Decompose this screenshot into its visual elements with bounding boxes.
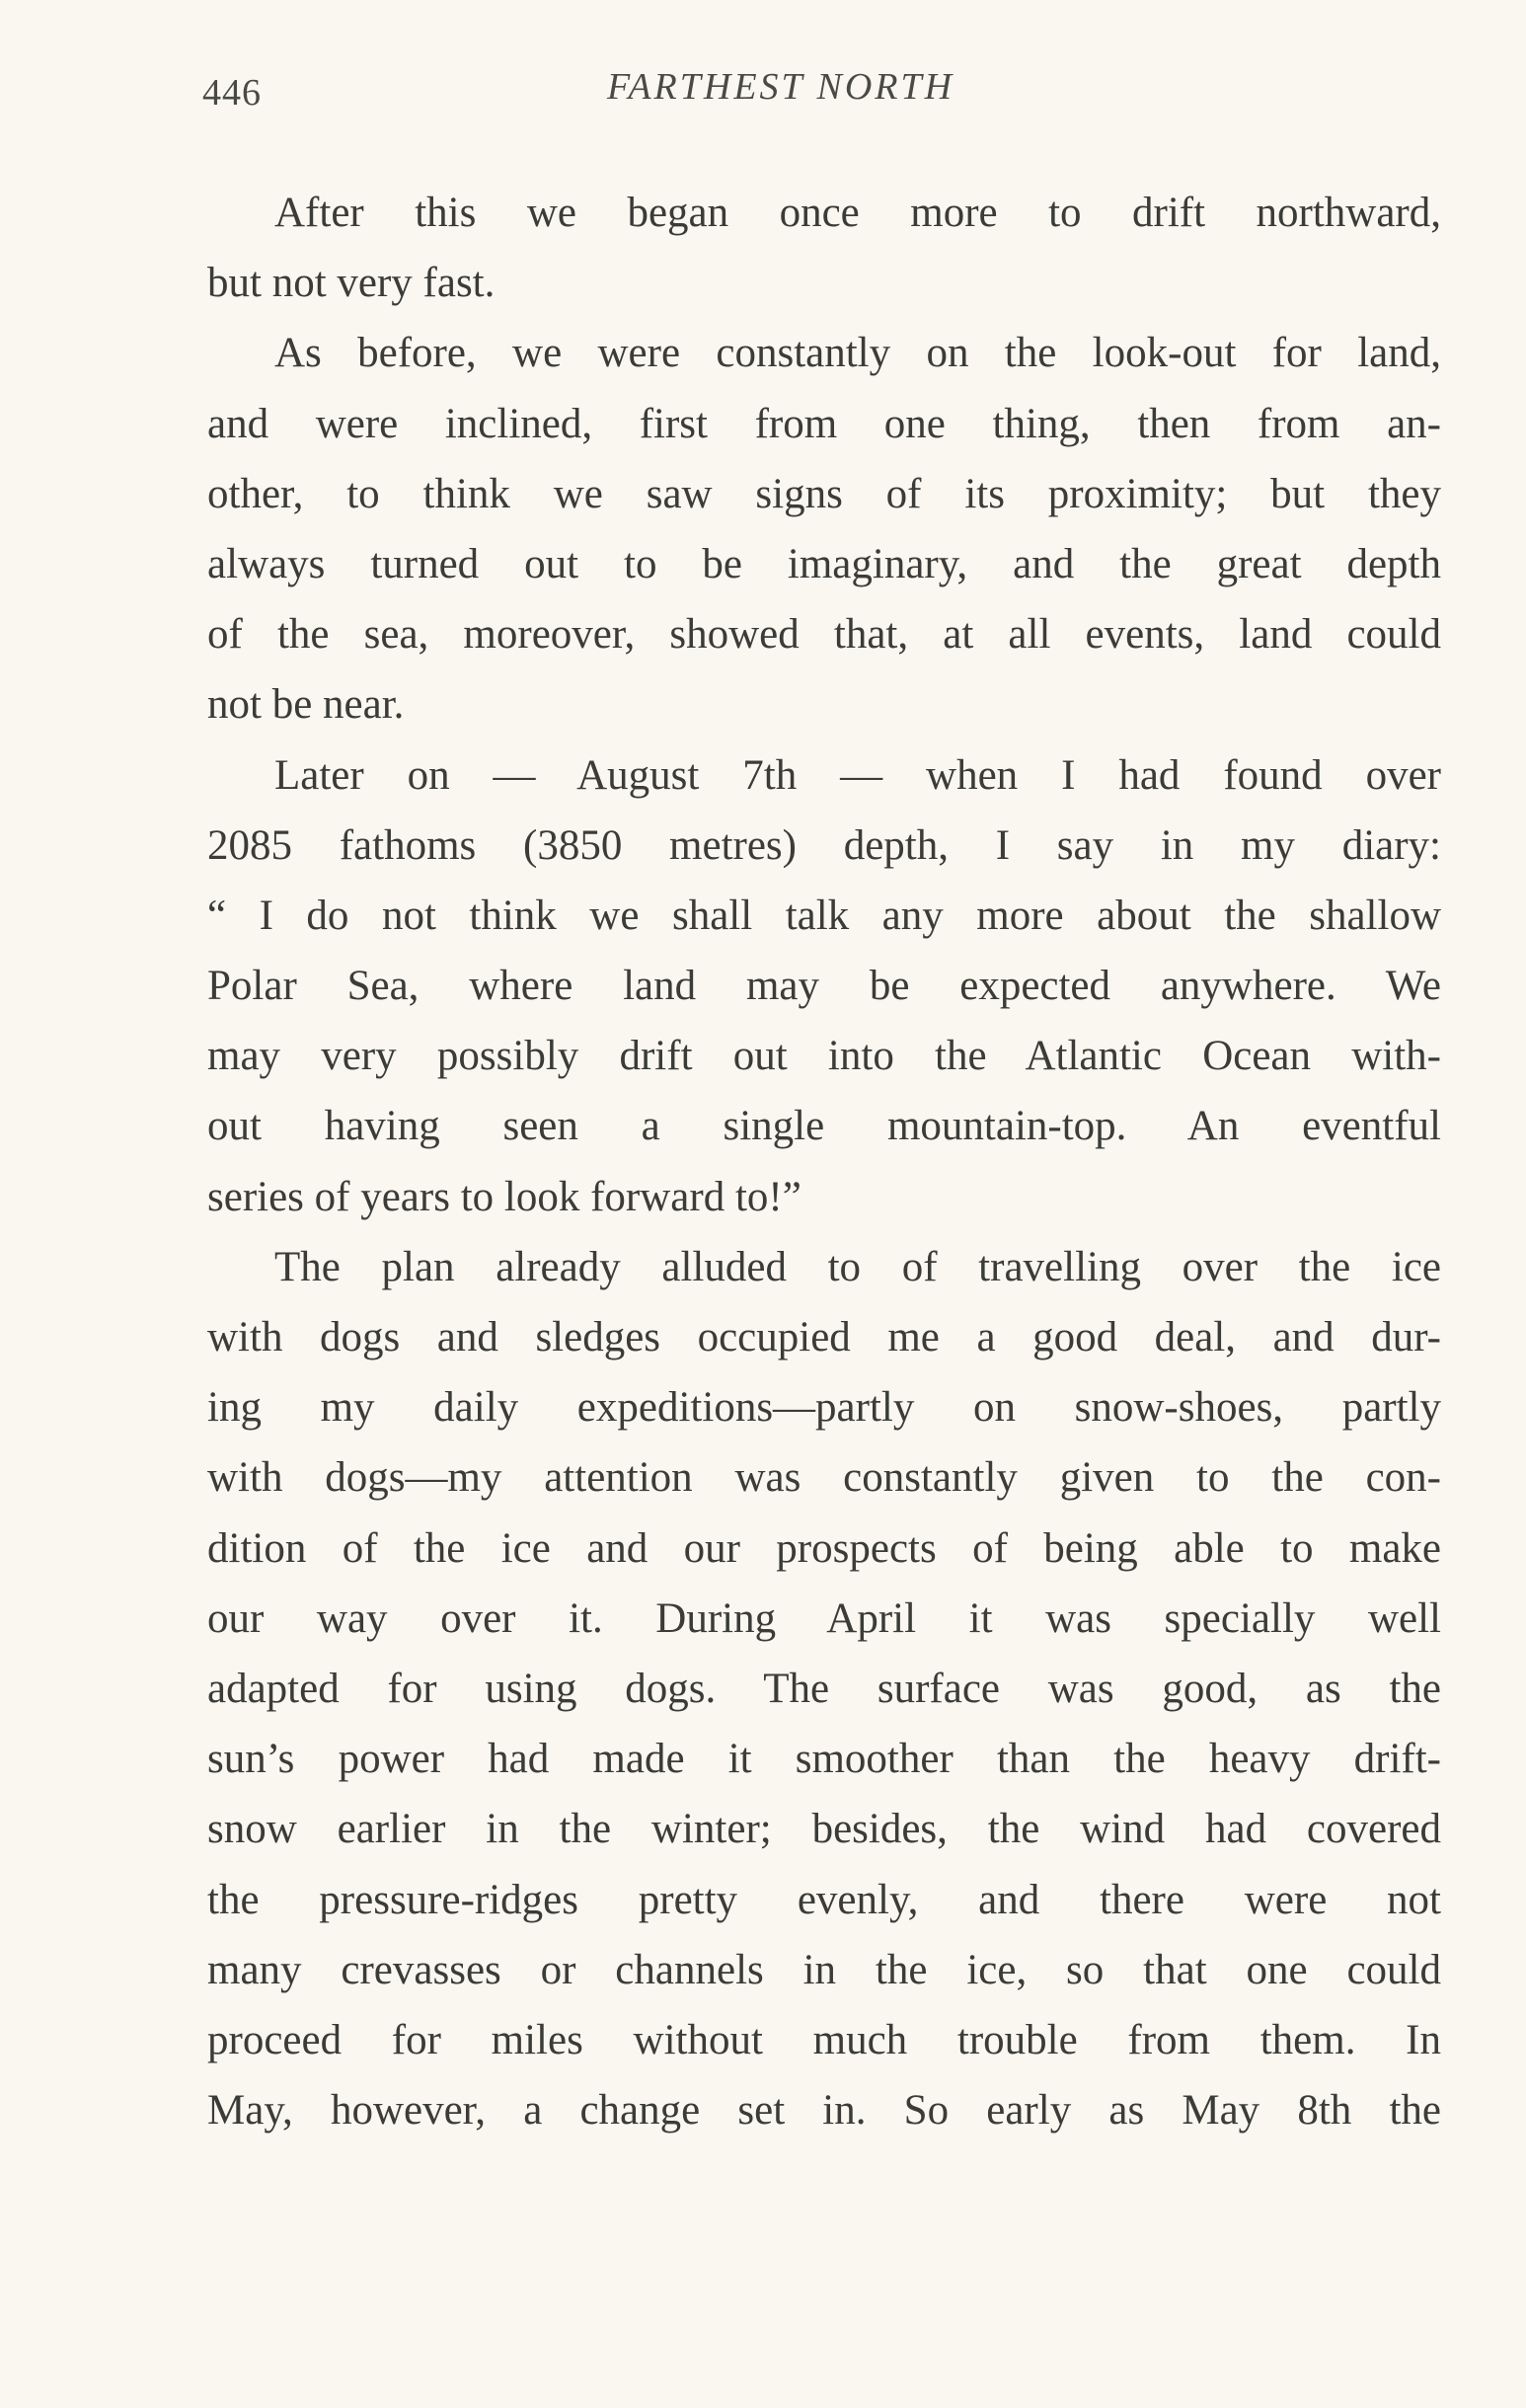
text-line: but not very fast.: [207, 260, 496, 307]
paragraph-1: [207, 178, 1441, 318]
running-title: FARTHEST NORTH: [607, 66, 955, 108]
text-line: The plan already alluded to of travelling over the ice: [274, 1243, 1441, 1290]
body-text: [207, 178, 1441, 2145]
text-line: Later on — August 7th — when I had found over: [274, 751, 1441, 799]
text-line: Polar Sea, where land may be expected anywhere. We: [207, 963, 1441, 1010]
text-line: our way over it. During April it was specially well: [207, 1594, 1441, 1642]
running-head: [202, 61, 1446, 120]
text-line: other, to think we saw signs of its proximity; but they: [207, 470, 1441, 517]
text-line: out having seen a single mountain-top. An eventful: [207, 1103, 1441, 1150]
paragraph-2: [207, 318, 1441, 739]
page-number: 446: [202, 72, 262, 114]
text-line: always turned out to be imaginary, and the great depth: [207, 540, 1441, 587]
text-line: 2085 fathoms (3850 metres) depth, I say in my diary:: [207, 821, 1441, 869]
text-line: with dogs—my attention was constantly given to the con-: [207, 1454, 1441, 1502]
text-line: of the sea, moreover, showed that, at all events, land could: [207, 611, 1441, 659]
text-line: “ I do not think we shall talk any more about the shallow: [207, 892, 1441, 939]
text-line: adapted for using dogs. The surface was good, as the: [207, 1665, 1441, 1712]
text-line: with dogs and sledges occupied me a good deal, and dur-: [207, 1314, 1441, 1360]
text-line: many crevasses or channels in the ice, so that one could: [207, 1946, 1441, 1993]
text-line: and were inclined, first from one thing, then from an-: [207, 400, 1441, 447]
paragraph-3: [207, 740, 1441, 1232]
text-line: sun’s power had made it smoother than the heavy drift-: [207, 1736, 1441, 1783]
text-line: series of years to look forward to!”: [207, 1173, 801, 1220]
text-line: snow earlier in the winter; besides, the wind had covered: [207, 1806, 1441, 1853]
text-line: May, however, a change set in. So early as May 8th the: [207, 2087, 1441, 2135]
text-line: ing my daily expeditions—partly on snow-shoes, partly: [207, 1384, 1441, 1432]
text-line: the pressure-ridges pretty evenly, and there were not: [207, 1876, 1441, 1923]
text-line: dition of the ice and our prospects of being able to make: [207, 1524, 1441, 1572]
paragraph-4: [207, 1232, 1441, 2145]
text-line: As before, we were constantly on the look-out for land,: [274, 330, 1441, 377]
text-line: proceed for miles without much trouble from them. In: [207, 2016, 1441, 2063]
text-line: not be near.: [207, 681, 405, 729]
text-line: After this we began once more to drift northward,: [274, 190, 1441, 236]
text-line: may very possibly drift out into the Atlantic Ocean with-: [207, 1033, 1441, 1080]
